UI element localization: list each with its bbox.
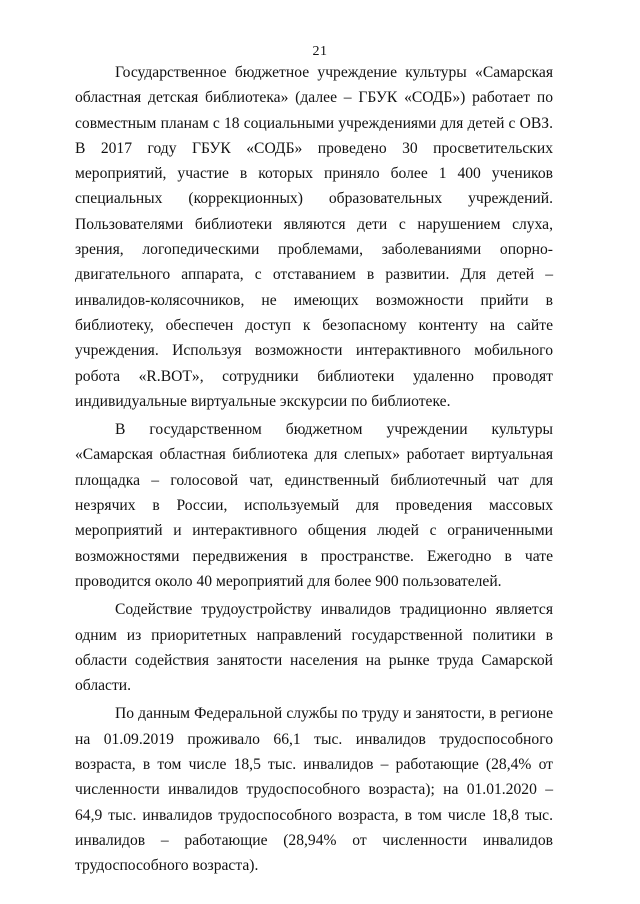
paragraph-library-blind: В государственном бюджетном учреждении культуры «Самарская областная библиотека для слепых» работает виртуальная площадка – голосовой чат, единственный библиотечный чат для незрячих в России, используемый для проведения массовых мероприятий и интерактивного общения людей с ограниченными возможностями передвижения в пространстве. Ежегодно в чате проводится около 40 мероприятий для более 900 пользователей. (75, 421, 553, 590)
paragraph-employment-policy: Содействие трудоустройству инвалидов традиционно является одним из приоритетных направлений государственной политики в области содействия занятости населения на рынке труда Самарской области. (75, 601, 553, 695)
paragraph-library-children: Государственное бюджетное учреждение культуры «Самарская областная детская библиотека» (далее – ГБУК «СОДБ») работает по совместным планам с 18 социальными учреждениями для детей с ОВЗ. В 2017 году ГБУК «СОДБ» проведено 30 просветительских мероприятий, участие в которых приняло более 1 400 учеников специальных (коррекционных) образовательных учреждений. Пользователями библиотеки являются дети с нарушением слуха, зрения, логопедическими проблемами, заболеваниями опорно-двигательного аппарата, с отставанием в развитии. Для детей – инвалидов-колясочников, не имеющих возможности прийти в библиотеку, обеспечен доступ к безопасному контенту на сайте учреждения. Используя возможности интерактивного мобильного робота «R.BOT», сотрудники библиотеки удаленно проводят индивидуальные виртуальные экскурсии по библиотеке. (75, 64, 553, 410)
page-number: 21 (312, 44, 328, 59)
paragraph-employment-statistics: По данным Федеральной службы по труду и занятости, в регионе на 01.09.2019 проживало 66,1 тыс. инвалидов трудоспособного возраста, в том числе 18,5 тыс. инвалидов – работающие (28,4% от численности инвалидов трудоспособного возраста); на 01.01.2020 – 64,9 тыс. инвалидов трудоспособного возраста, в том числе 18,8 тыс. инвалидов – работающие (28,94% от численности инвалидов трудоспособного возраста). (75, 705, 553, 875)
document-body (75, 60, 553, 882)
